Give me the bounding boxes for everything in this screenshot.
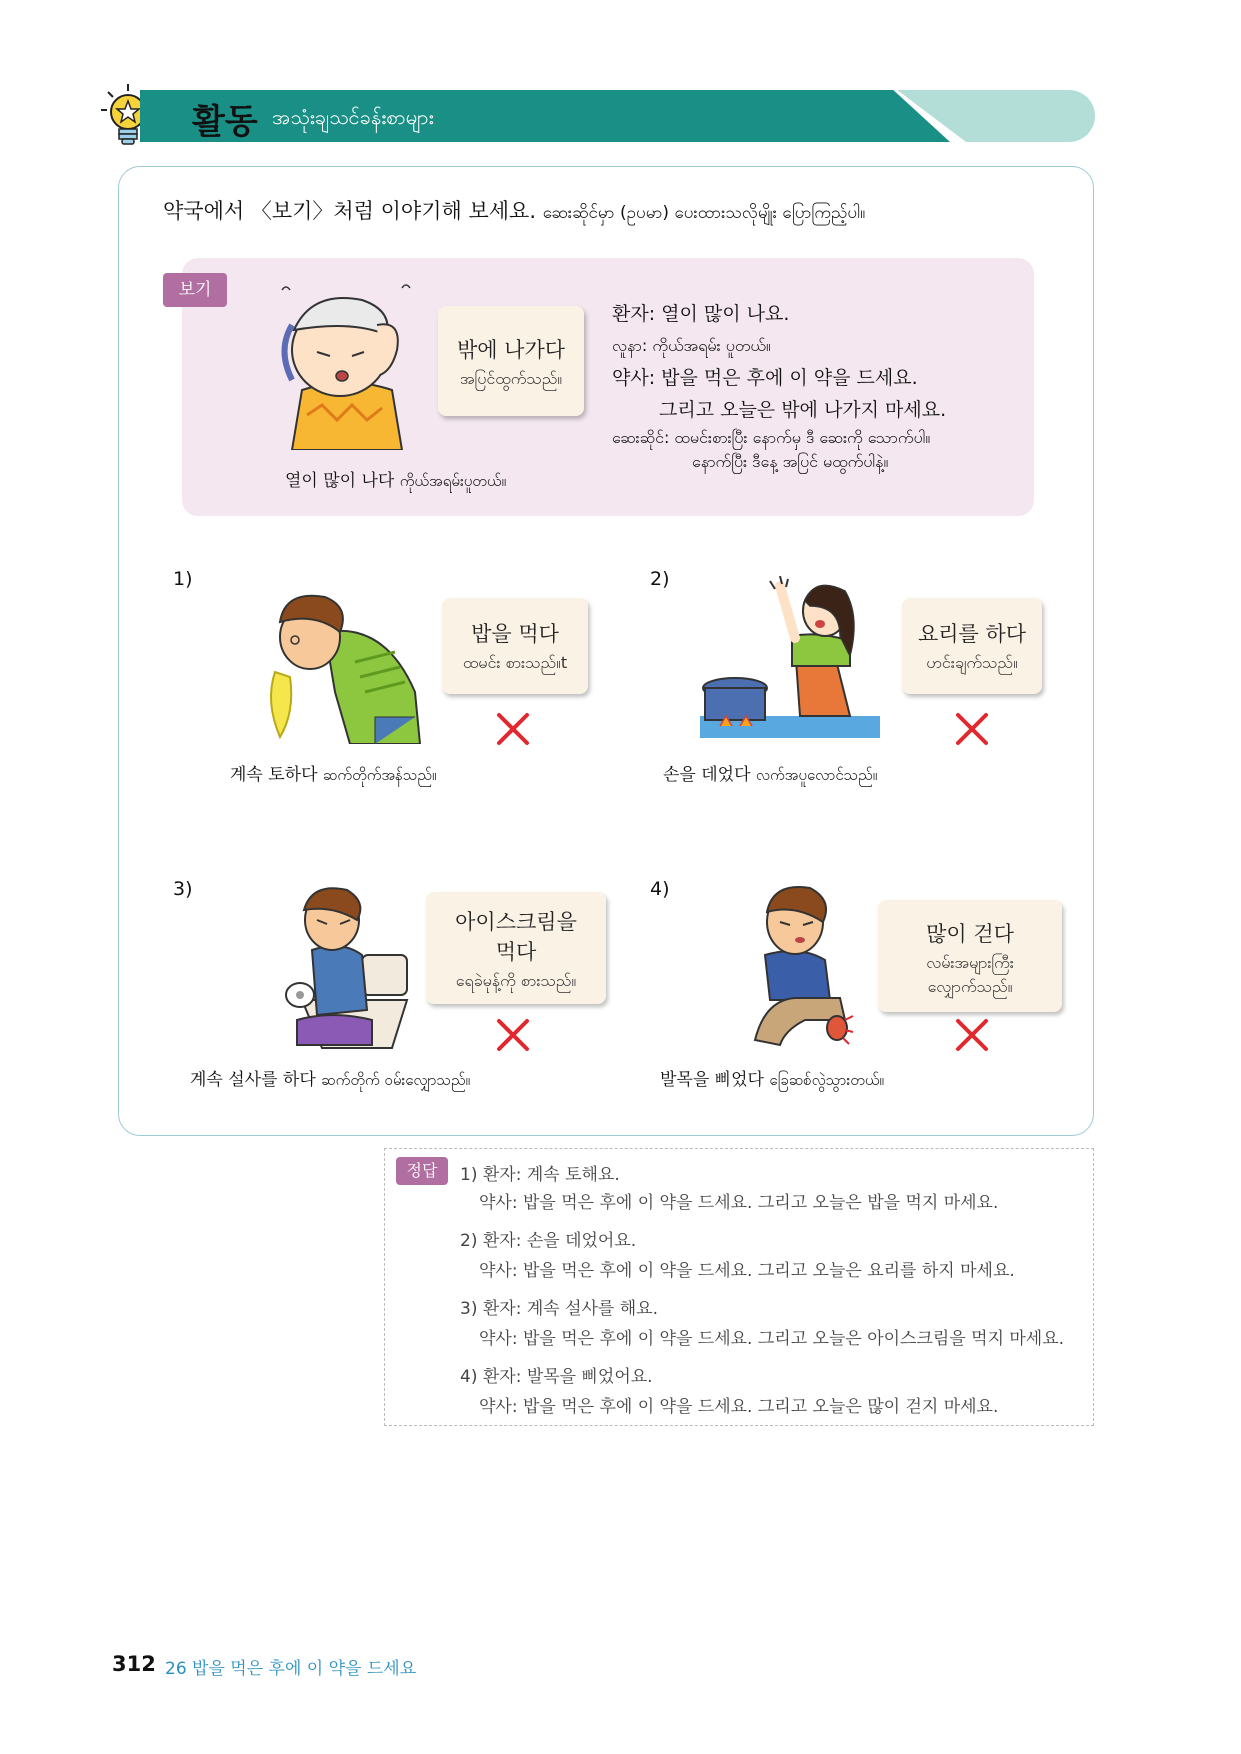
item-number: 3) <box>173 878 193 900</box>
answer-line: 약사: 밥을 먹은 후에 이 약을 드세요. 그리고 오늘은 아이스크림을 먹지 마세요. <box>479 1329 1065 1349</box>
answer-line: 1) 환자: 계속 토해요. <box>460 1165 620 1185</box>
burned-hand-cooking-illustration <box>700 576 880 744</box>
item-3-word-card: 아이스크림을 먹다 ရေခဲမုန့်ကို စားသည်။ <box>426 892 606 1004</box>
answer-line: 약사: 밥을 먹은 후에 이 약을 드세요. 그리고 오늘은 많이 걷지 마세요. <box>479 1397 999 1417</box>
dialog-pharmacist-burmese: ဆေးဆိုင်: ထမင်းစားပြီး နောက်မှ ဒီ ဆေးကို သောက်ပါ။ <box>612 428 931 447</box>
item-number: 1) <box>173 568 193 590</box>
activity-banner <box>140 90 1095 142</box>
instruction-burmese: ဆေးဆိုင်မှာ (ဥပမာ) ပေးထားသလိုမျိုး ပြောကြည့်ပါ။ <box>542 203 866 223</box>
x-mark-icon <box>955 712 989 746</box>
item-1-caption: 계속 토하다 ဆက်တိုက်အန်သည်။ <box>230 765 437 785</box>
x-mark-icon <box>496 1018 530 1052</box>
dialog-pharmacist-2: 그리고 오늘은 밖에 나가지 마세요. <box>659 399 947 421</box>
item-2-word-card: 요리를 하다 ဟင်းချက်သည်။ <box>902 598 1042 694</box>
example-tag: 보기 <box>163 273 227 307</box>
answer-line: 약사: 밥을 먹은 후에 이 약을 드세요. 그리고 오늘은 요리를 하지 마세요. <box>479 1261 1015 1281</box>
diarrhea-toilet-illustration <box>282 880 417 1050</box>
example-dialog <box>612 298 946 474</box>
example-card-burmese: အပြင်ထွက်သည်။ <box>459 369 563 388</box>
item-number: 4) <box>650 878 670 900</box>
sprained-ankle-illustration <box>745 880 855 1050</box>
item-number: 2) <box>650 568 670 590</box>
answer-line: 약사: 밥을 먹은 후에 이 약을 드세요. 그리고 오늘은 밥을 먹지 마세요. <box>479 1193 999 1213</box>
dialog-patient: 환자: 열이 많이 나요. <box>612 303 790 325</box>
instruction-korean: 약국에서 〈보기〉처럼 이야기해 보세요. <box>163 199 536 223</box>
item-4-caption: 발목을 삐었다 ခြေဆစ်လွဲသွားတယ်။ <box>660 1070 884 1090</box>
item-1-word-card: 밥을 먹다 ထမင်း စားသည်။t <box>442 598 588 694</box>
vomiting-person-illustration <box>255 582 430 744</box>
banner-subtitle: အသုံးချသင်ခန်းစာများ <box>272 105 434 129</box>
instruction <box>163 195 865 227</box>
x-mark-icon <box>496 712 530 746</box>
answer-tag: 정답 <box>396 1157 448 1185</box>
dialog-pharmacist: 약사: 밥을 먹은 후에 이 약을 드세요. <box>612 367 918 389</box>
item-2-caption: 손을 데었다 လက်အပူလောင်သည်။ <box>663 765 878 785</box>
answer-line: 2) 환자: 손을 데었어요. <box>460 1231 637 1251</box>
answer-line: 4) 환자: 발목을 삐었어요. <box>460 1367 653 1387</box>
example-word-card <box>438 306 584 416</box>
answer-line: 3) 환자: 계속 설사를 해요. <box>460 1299 658 1319</box>
page-number: 312 <box>112 1652 156 1676</box>
example-card-korean: 밖에 나가다 <box>456 338 566 362</box>
dialog-patient-burmese: လူနာ: ကိုယ်အရမ်း ပူတယ်။ <box>612 336 771 355</box>
item-3-caption: 계속 설사를 하다 ဆက်တိုက် ဝမ်းလျှောသည်။ <box>190 1070 471 1090</box>
banner-title: 활동 <box>192 102 258 142</box>
feverish-person-illustration <box>272 280 422 450</box>
x-mark-icon <box>955 1018 989 1052</box>
chapter-title: 26 밥을 먹은 후에 이 약을 드세요 <box>165 1659 417 1679</box>
example-caption: 열이 많이 나다 ကိုယ်အရမ်းပူတယ်။ <box>285 471 507 491</box>
item-4-word-card: 많이 걷다 လမ်းအများကြီး လျှောက်သည်။ <box>878 900 1062 1012</box>
dialog-pharmacist-burmese-2: နောက်ပြီး ဒီနေ့ အပြင် မထွက်ပါနဲ့။ <box>692 452 889 471</box>
